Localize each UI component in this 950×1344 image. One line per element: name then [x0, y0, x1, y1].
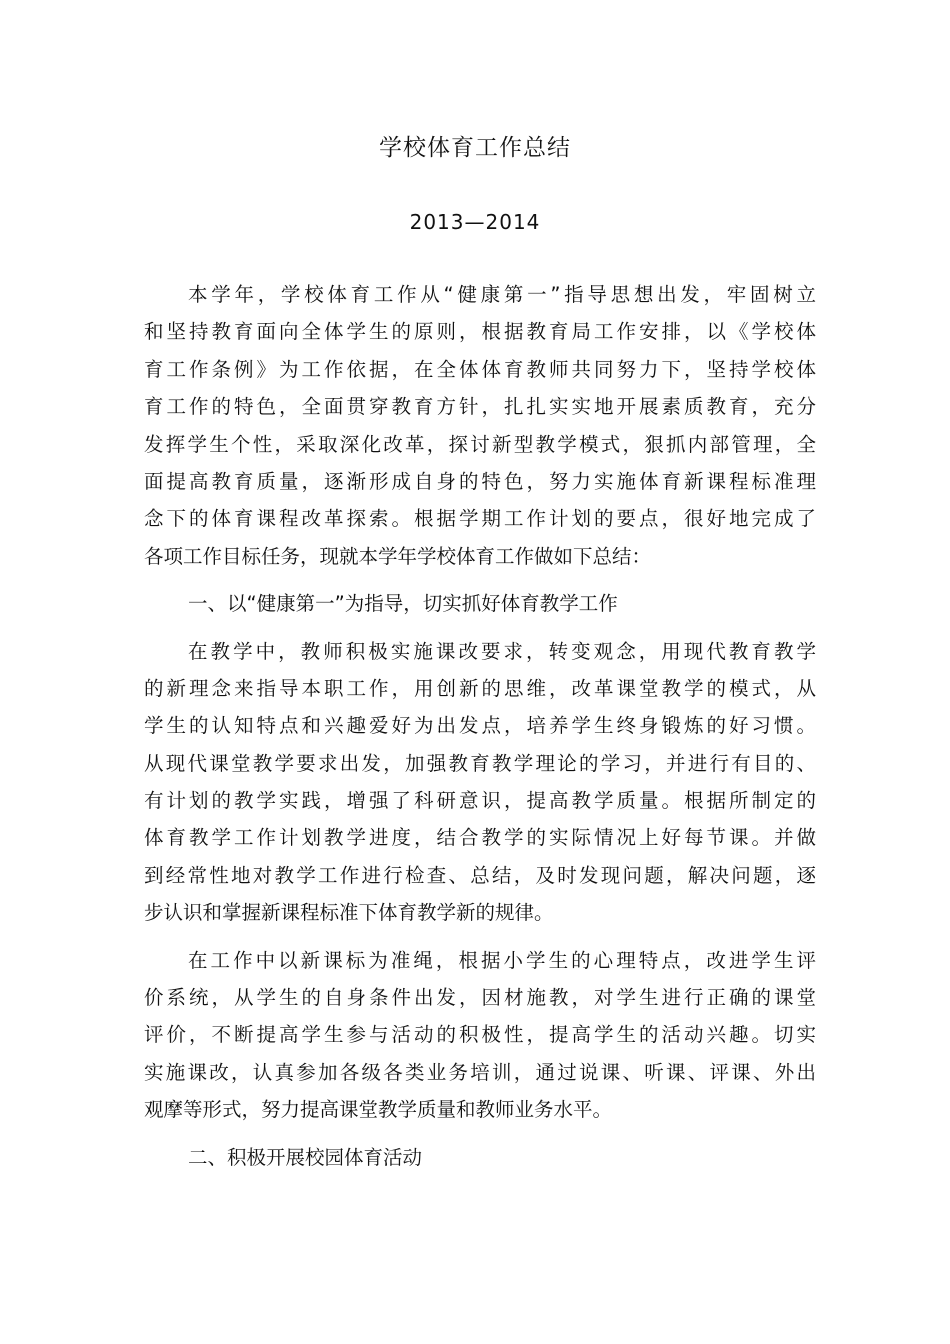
text-line: 面提高教育质量，逐渐形成自身的特色，努力实施体育新课程标准理 — [144, 469, 816, 493]
text-line: 学生的认知特点和兴趣爱好为出发点，培养学生终身锻炼的好习惯。 — [144, 714, 816, 738]
text-line: 育工作的特色，全面贯穿教育方针，扎扎实实地开展素质教育，充分 — [144, 395, 816, 419]
section-heading-2: 二、积极开展校园体育活动 — [188, 1145, 423, 1169]
document-subtitle: 2013—2014 — [409, 210, 541, 234]
text-line: 步认识和掌握新课程标准下体育教学新的规律。 — [144, 901, 554, 925]
text-line: 有计划的教学实践，增强了科研意识，提高教学质量。根据所制定的 — [144, 789, 816, 813]
paragraph-curriculum — [144, 942, 816, 1129]
text-line: 念下的体育课程改革探索。根据学期工作计划的要点，很好地完成了 — [144, 507, 816, 531]
text-line: 在工作中以新课标为准绳，根据小学生的心理特点，改进学生评 — [188, 948, 816, 972]
text-line: 各项工作目标任务，现就本学年学校体育工作做如下总结： — [144, 544, 652, 568]
text-line: 价系统，从学生的自身条件出发，因材施教，对学生进行正确的课堂 — [144, 986, 816, 1010]
text-line: 从现代课堂教学要求出发，加强教育教学理论的学习，并进行有目的、 — [144, 751, 816, 775]
document-title: 学校体育工作总结 — [379, 135, 571, 161]
section-heading-1: 一、以“健康第一”为指导，切实抓好体育教学工作 — [188, 592, 618, 616]
text-line: 本学年，学校体育工作从“健康第一”指导思想出发，牢固树立 — [188, 283, 816, 306]
text-line: 体育教学工作计划教学进度，结合教学的实际情况上好每节课。并做 — [144, 826, 816, 850]
paragraph-gap — [144, 932, 816, 942]
text-line: 在教学中，教师积极实施课改要求，转变观念，用现代教育教学 — [188, 639, 816, 663]
paragraph-gap — [144, 575, 816, 585]
document-body — [144, 276, 816, 1176]
paragraph-intro — [144, 276, 816, 575]
text-line: 评价，不断提高学生参与活动的积极性，提高学生的活动兴趣。切实 — [144, 1023, 816, 1047]
text-line: 实施课改，认真参加各级各类业务培训，通过说课、听课、评课、外出 — [144, 1060, 816, 1084]
text-line: 的新理念来指导本职工作，用创新的思维，改革课堂教学的模式，从 — [144, 676, 816, 700]
paragraph-teaching — [144, 633, 816, 932]
text-line: 到经常性地对教学工作进行检查、总结，及时发现问题，解决问题，逐 — [144, 863, 816, 887]
text-line: 和坚持教育面向全体学生的原则，根据教育局工作安排，以《学校体 — [144, 320, 816, 344]
text-line: 发挥学生个性，采取深化改革，探讨新型教学模式，狠抓内部管理，全 — [144, 432, 816, 456]
paragraph-gap — [144, 1129, 816, 1139]
text-line: 育工作条例》为工作依据，在全体体育教师共同努力下，坚持学校体 — [144, 357, 816, 381]
paragraph-gap — [144, 623, 816, 633]
text-line: 观摩等形式，努力提高课堂教学质量和教师业务水平。 — [144, 1098, 613, 1122]
